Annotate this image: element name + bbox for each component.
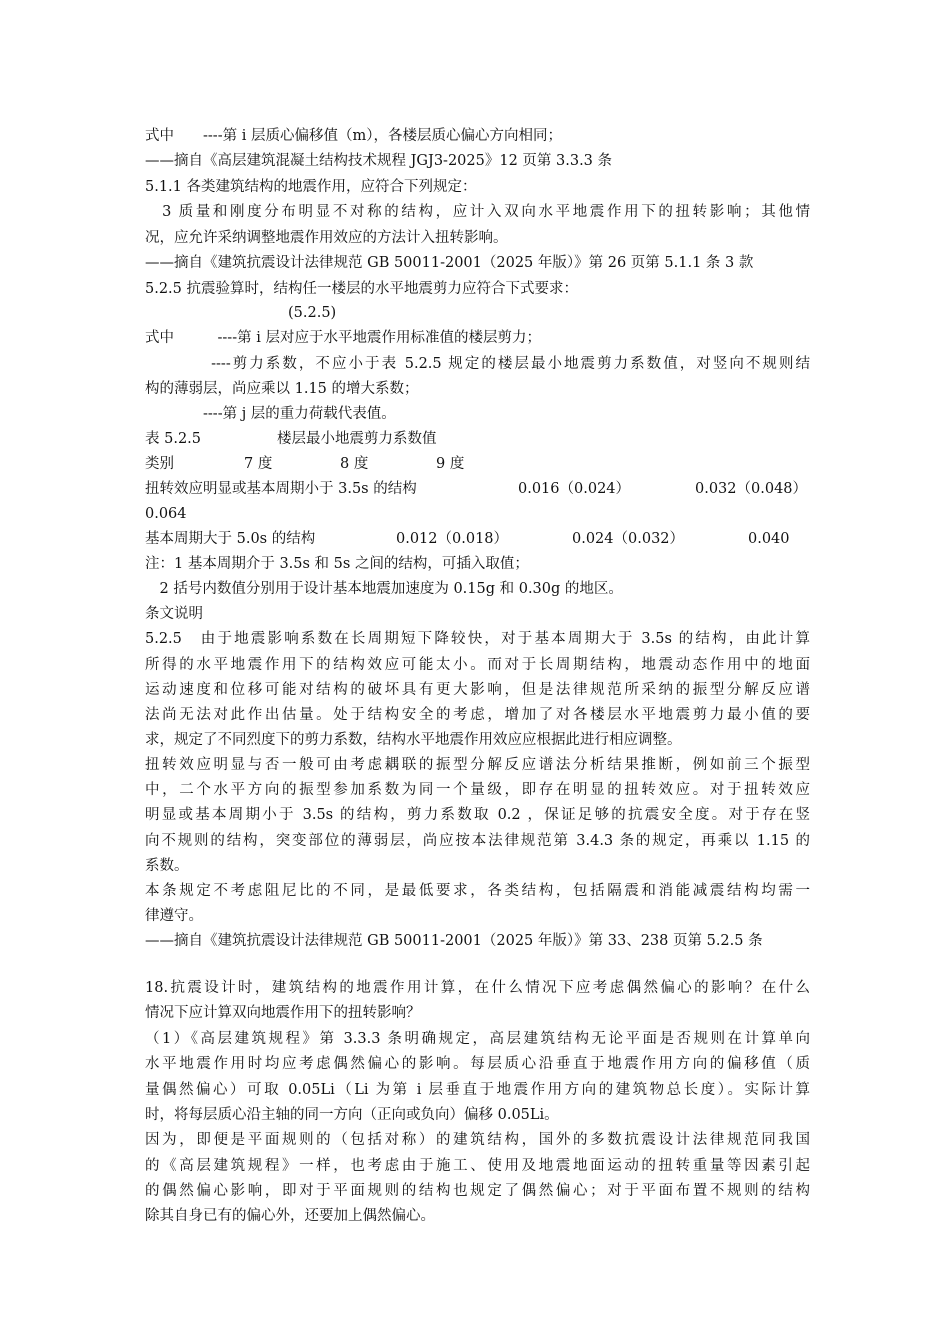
text-line: ----第 j 层的重力荷载代表值。 (145, 406, 396, 422)
text-line: 5.2.5 由于地震影响系数在长周期短下降较快，对于基本周期大于 3.5s 的结构，由此计算 (145, 631, 810, 647)
text-line: ——摘自《建筑抗震设计法律规范 GB 50011-2001（2025 年版）》第 26 页第 5.1.1 条 3 款 (145, 255, 754, 271)
text-line: 除其自身已有的偏心外，还要加上偶然偏心。 (145, 1208, 435, 1224)
question-line: 情况下应计算双向地震作用下的扭转影响？ (145, 1005, 421, 1021)
text-line: 所得的水平地震作用下的结构效应可能太小。而对于长周期结构，地震动态作用中的地面 (145, 657, 810, 673)
text-line: 量偶然偏心）可取 0.05Li（Li 为第 i 层垂直于地震作用方向的建筑物总长度）。实际计算 (145, 1082, 810, 1098)
table-cell: 基本周期大于 5.0s 的结构 (145, 531, 316, 547)
text-line: 况，应允许采纳调整地震作用效应的方法计入扭转影响。 (145, 230, 508, 246)
table-cell: 0.040 (748, 531, 790, 547)
table-title: 楼层最小地震剪力系数值 (277, 431, 437, 447)
text-line: 系数。 (145, 858, 189, 874)
text-line: 向不规则的结构，突变部位的薄弱层，尚应按本法律规范第 3.4.3 条的规定，再乘以 1.15 的 (145, 833, 810, 849)
text-line: 本条规定不考虑阻尼比的不同，是最低要求，各类结构，包括隔震和消能减震结构均需一 (145, 883, 810, 899)
table-cell: 扭转效应明显或基本周期小于 3.5s 的结构 (145, 481, 417, 497)
text-line: 水平地震作用时均应考虑偶然偏心的影响。每层质心沿垂直于地震作用方向的偏移值（质 (145, 1056, 810, 1072)
table-header-category: 类别 (145, 456, 174, 472)
note-line: 注：1 基本周期介于 3.5s 和 5s 之间的结构，可插入取值； (145, 556, 529, 572)
section-heading: 条文说明 (145, 606, 203, 622)
text-line: 5.1.1 各类建筑结构的地震作用，应符合下列规定： (145, 179, 477, 195)
text-line: 的偶然偏心影响，即对于平面规则的结构也规定了偶然偏心；对于平面布置不规则的结构 (145, 1183, 810, 1199)
question-line: 18.抗震设计时，建筑结构的地震作用计算，在什么情况下应考虑偶然偏心的影响？在什么 (145, 980, 810, 996)
text-line: 式中 ----第 i 层质心偏移值（m），各楼层质心偏心方向相同； (145, 128, 562, 144)
note-line: 2 括号内数值分别用于设计基本地震加速度为 0.15g 和 0.30g 的地区。 (145, 581, 623, 597)
text-line: 的《高层建筑规程》一样，也考虑由于施工、使用及地震地面运动的扭转重量等因素引起 (145, 1158, 810, 1174)
table-cell: 0.032（0.048） (695, 481, 808, 497)
text-line: 明显或基本周期小于 3.5s 的结构，剪力系数取 0.2 ，保证足够的抗震安全度。对于存在竖 (145, 807, 810, 823)
text-line: 5.2.5 抗震验算时，结构任一楼层的水平地震剪力应符合下式要求： (145, 281, 579, 297)
text-line: 中，二个水平方向的振型参加系数为同一个量级，即存在明显的扭转效应。对于扭转效应 (145, 782, 810, 798)
text-line: 构的薄弱层，尚应乘以 1.15 的增大系数； (145, 381, 419, 397)
formula-number: (5.2.5) (288, 305, 337, 321)
text-line: 式中 ----第 i 层对应于水平地震作用标准值的楼层剪力； (145, 330, 541, 346)
text-line: ——摘自《建筑抗震设计法律规范 GB 50011-2001（2025 年版）》第 33、238 页第 5.2.5 条 (145, 933, 763, 949)
text-line: 运动速度和位移可能对结构的破坏具有更大影响，但是法律规范所采纳的振型分解反应谱 (145, 682, 810, 698)
text-line: 时，将每层质心沿主轴的同一方向（正向或负向）偏移 0.05Li。 (145, 1107, 559, 1123)
table-header-7: 7 度 (244, 456, 273, 472)
table-header-8: 8 度 (340, 456, 369, 472)
text-line: ----剪力系数，不应小于表 5.2.5 规定的楼层最小地震剪力系数值，对竖向不规则结 (145, 356, 810, 372)
text-line: 法尚无法对此作出估量。处于结构安全的考虑，增加了对各楼层水平地震剪力最小值的要 (145, 707, 810, 723)
table-label: 表 5.2.5 (145, 431, 202, 447)
text-line: 扭转效应明显与否一般可由考虑耦联的振型分解反应谱法分析结果推断，例如前三个振型 (145, 757, 810, 773)
text-line: 因为，即便是平面规则的（包括对称）的建筑结构，国外的多数抗震设计法律规范同我国 (145, 1132, 810, 1148)
table-header-9: 9 度 (436, 456, 465, 472)
text-line: ——摘自《高层建筑混凝土结构技术规程 JGJ3-2025》12 页第 3.3.3 条 (145, 153, 613, 169)
text-line: 3 质量和刚度分布明显不对称的结构，应计入双向水平地震作用下的扭转影响；其他情 (145, 204, 810, 220)
table-cell: 0.012（0.018） (396, 531, 509, 547)
text-line: 律遵守。 (145, 908, 203, 924)
table-cell-wrapped: 0.064 (145, 506, 187, 522)
text-line: （1）《高层建筑规程》第 3.3.3 条明确规定，高层建筑结构无论平面是否规则在计算单向 (145, 1031, 810, 1047)
text-line: 求，规定了不同烈度下的剪力系数，结构水平地震作用效应应根据此进行相应调整。 (145, 732, 682, 748)
table-cell: 0.016（0.024） (518, 481, 631, 497)
table-cell: 0.024（0.032） (572, 531, 685, 547)
